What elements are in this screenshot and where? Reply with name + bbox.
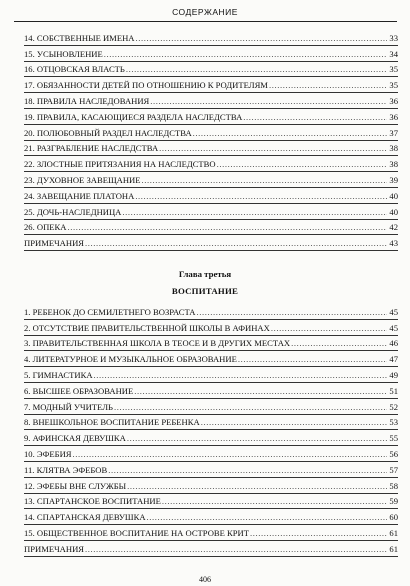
toc-entry-page: 51 bbox=[389, 385, 398, 396]
toc-entry-title: 20. ПОЛЮБОВНЫЙ РАЗДЕЛ НАСЛЕДСТВА bbox=[24, 127, 192, 138]
toc-entry-title: 14. СОБСТВЕННЫЕ ИМЕНА bbox=[24, 32, 135, 43]
toc-leader-dots bbox=[85, 238, 387, 249]
toc-leader-dots bbox=[243, 112, 387, 123]
toc-entry bbox=[24, 204, 398, 220]
toc-entry-title: 14. СПАРТАНСКАЯ ДЕВУШКА bbox=[24, 512, 146, 523]
toc-entry-title: 11. КЛЯТВА ЭФЕБОВ bbox=[24, 464, 108, 475]
toc-leader-dots bbox=[135, 191, 387, 202]
toc-entry bbox=[24, 415, 398, 431]
toc-entry bbox=[24, 93, 398, 109]
toc-entry bbox=[24, 399, 398, 415]
toc-entry bbox=[24, 235, 398, 251]
toc-entry-page: 37 bbox=[389, 127, 398, 138]
toc-entry-page: 53 bbox=[389, 417, 398, 428]
toc-entry-page: 61 bbox=[389, 527, 398, 538]
toc-entry-title: 6. ВЫСШЕЕ ОБРАЗОВАНИЕ bbox=[24, 385, 134, 396]
toc-entry-title: 16. ОТЦОВСКАЯ ВЛАСТЬ bbox=[24, 64, 125, 75]
toc-leader-dots bbox=[126, 64, 387, 75]
toc-leader-dots bbox=[250, 528, 387, 539]
toc-entry bbox=[24, 367, 398, 383]
toc-leader-dots bbox=[147, 512, 387, 523]
toc-entry-title: 10. ЭФЕБИЯ bbox=[24, 448, 72, 459]
toc-leader-dots bbox=[193, 128, 387, 139]
toc-entry bbox=[24, 125, 398, 141]
toc-leader-dots bbox=[271, 323, 387, 334]
toc-entry bbox=[24, 494, 398, 510]
toc-leader-dots bbox=[122, 207, 387, 218]
toc-entry-page: 36 bbox=[389, 111, 398, 122]
toc-entry bbox=[24, 141, 398, 157]
toc-entry-page: 47 bbox=[389, 354, 398, 365]
toc-entry bbox=[24, 62, 398, 78]
toc-entry-page: 59 bbox=[389, 496, 398, 507]
toc-leader-dots bbox=[114, 402, 387, 413]
page-number: 406 bbox=[199, 575, 211, 584]
toc-list-part1 bbox=[24, 30, 398, 251]
toc-entry-title: 15. УСЫНОВЛЕНИЕ bbox=[24, 48, 103, 59]
toc-leader-dots bbox=[68, 222, 388, 233]
toc-entry bbox=[24, 30, 398, 46]
toc-leader-dots bbox=[134, 386, 387, 397]
toc-entry bbox=[24, 320, 398, 336]
toc-entry bbox=[24, 304, 398, 320]
toc-entry-title: ПРИМЕЧАНИЯ bbox=[24, 238, 85, 249]
toc-entry-page: 34 bbox=[389, 48, 398, 59]
toc-entry bbox=[24, 351, 398, 367]
toc-entry-page: 61 bbox=[389, 543, 398, 554]
toc-entry bbox=[24, 541, 398, 557]
toc-leader-dots bbox=[73, 449, 387, 460]
toc-entry-page: 40 bbox=[389, 190, 398, 201]
toc-entry-title: 15. ОБЩЕСТВЕННОЕ ВОСПИТАНИЕ НА ОСТРОВЕ КРИТ bbox=[24, 527, 249, 538]
toc-entry-page: 56 bbox=[389, 448, 398, 459]
toc-entry-page: 60 bbox=[389, 512, 398, 523]
toc-list-part2 bbox=[24, 304, 398, 557]
toc-entry bbox=[24, 430, 398, 446]
toc-entry-title: 23. ДУХОВНОЕ ЗАВЕЩАНИЕ bbox=[24, 174, 141, 185]
toc-entry-title: 3. ПРАВИТЕЛЬСТВЕННАЯ ШКОЛА В ТЕОСЕ И В ДРУГИХ МЕСТАХ bbox=[24, 338, 291, 349]
toc-leader-dots bbox=[201, 417, 387, 428]
toc-entry-page: 49 bbox=[389, 369, 398, 380]
toc-entry-title: 4. ЛИТЕРАТУРНОЕ И МУЗЫКАЛЬНОЕ ОБРАЗОВАНИЕ bbox=[24, 354, 237, 365]
header-rule bbox=[14, 21, 397, 22]
toc-entry-title: 9. АФИНСКАЯ ДЕВУШКА bbox=[24, 433, 126, 444]
toc-entry-title: 25. ДОЧЬ-НАСЛЕДНИЦА bbox=[24, 206, 122, 217]
toc-entry bbox=[24, 509, 398, 525]
toc-entry bbox=[24, 336, 398, 352]
toc-entry-page: 40 bbox=[389, 206, 398, 217]
toc-entry-title: 19. ПРАВИЛА, КАСАЮЩИЕСЯ РАЗДЕЛА НАСЛЕДСТВА bbox=[24, 111, 243, 122]
toc-entry-page: 38 bbox=[389, 143, 398, 154]
toc-leader-dots bbox=[127, 433, 387, 444]
toc-entry-title: 17. ОБЯЗАННОСТИ ДЕТЕЙ ПО ОТНОШЕНИЮ К РОДИТЕЛЯМ bbox=[24, 80, 268, 91]
toc-entry-title: 21. РАЗГРАБЛЕНИЕ НАСЛЕДСТВА bbox=[24, 143, 159, 154]
toc-entry-page: 35 bbox=[389, 64, 398, 75]
toc-entry bbox=[24, 109, 398, 125]
toc-leader-dots bbox=[142, 175, 388, 186]
chapter-label: Глава третья bbox=[178, 269, 232, 279]
toc-entry-page: 52 bbox=[389, 401, 398, 412]
toc-entry-title: 7. МОДНЫЙ УЧИТЕЛЬ bbox=[24, 401, 113, 412]
chapter-title: ВОСПИТАНИЕ bbox=[171, 286, 239, 296]
toc-entry bbox=[24, 172, 398, 188]
toc-entry-page: 39 bbox=[389, 174, 398, 185]
toc-leader-dots bbox=[159, 143, 387, 154]
toc-entry-page: 46 bbox=[389, 338, 398, 349]
toc-entry-title: ПРИМЕЧАНИЯ bbox=[24, 543, 85, 554]
running-head: СОДЕРЖАНИЕ bbox=[172, 7, 238, 17]
toc-entry-title: 2. ОТСУТСТВИЕ ПРАВИТЕЛЬСТВЕННОЙ ШКОЛЫ В АФИНАХ bbox=[24, 322, 270, 333]
toc-entry-page: 43 bbox=[389, 238, 398, 249]
toc-leader-dots bbox=[150, 96, 387, 107]
toc-entry-title: 1. РЕБЕНОК ДО СЕМИЛЕТНЕГО ВОЗРАСТА bbox=[24, 306, 196, 317]
toc-leader-dots bbox=[291, 338, 387, 349]
toc-leader-dots bbox=[94, 370, 387, 381]
toc-leader-dots bbox=[217, 159, 387, 170]
toc-entry-title: 12. ЭФЕБЫ ВНЕ СЛУЖБЫ bbox=[24, 480, 127, 491]
toc-entry-page: 45 bbox=[389, 322, 398, 333]
toc-entry-title: 13. СПАРТАНСКОЕ ВОСПИТАНИЕ bbox=[24, 496, 161, 507]
toc-entry bbox=[24, 478, 398, 494]
toc-entry bbox=[24, 525, 398, 541]
toc-entry bbox=[24, 77, 398, 93]
toc-entry bbox=[24, 188, 398, 204]
toc-entry-page: 33 bbox=[389, 32, 398, 43]
toc-entry bbox=[24, 220, 398, 236]
toc-entry bbox=[24, 462, 398, 478]
toc-entry-title: 18. ПРАВИЛА НАСЛЕДОВАНИЯ bbox=[24, 95, 150, 106]
toc-entry-page: 55 bbox=[389, 433, 398, 444]
toc-entry bbox=[24, 46, 398, 62]
toc-entry-title: 22. ЗЛОСТНЫЕ ПРИТЯЗАНИЯ НА НАСЛЕДСТВО bbox=[24, 159, 216, 170]
toc-leader-dots bbox=[269, 80, 387, 91]
toc-entry-title: 8. ВНЕШКОЛЬНОЕ ВОСПИТАНИЕ РЕБЕНКА bbox=[24, 417, 200, 428]
toc-entry-page: 45 bbox=[389, 306, 398, 317]
toc-entry-page: 35 bbox=[389, 80, 398, 91]
toc-entry-page: 38 bbox=[389, 159, 398, 170]
toc-leader-dots bbox=[162, 496, 387, 507]
toc-entry-title: 26. ОПЕКА bbox=[24, 222, 67, 233]
toc-entry bbox=[24, 446, 398, 462]
toc-leader-dots bbox=[135, 33, 387, 44]
toc-leader-dots bbox=[127, 481, 387, 492]
toc-leader-dots bbox=[85, 544, 387, 555]
toc-entry-page: 42 bbox=[389, 222, 398, 233]
toc-leader-dots bbox=[238, 354, 387, 365]
toc-leader-dots bbox=[197, 307, 388, 318]
toc-entry-page: 58 bbox=[389, 480, 398, 491]
toc-entry bbox=[24, 383, 398, 399]
toc-entry-page: 57 bbox=[389, 464, 398, 475]
toc-leader-dots bbox=[104, 49, 387, 60]
toc-entry bbox=[24, 156, 398, 172]
toc-leader-dots bbox=[108, 465, 387, 476]
toc-entry-title: 5. ГИМНАСТИКА bbox=[24, 369, 93, 380]
toc-entry-page: 36 bbox=[389, 95, 398, 106]
toc-entry-title: 24. ЗАВЕЩАНИЕ ПЛАТОНА bbox=[24, 190, 135, 201]
